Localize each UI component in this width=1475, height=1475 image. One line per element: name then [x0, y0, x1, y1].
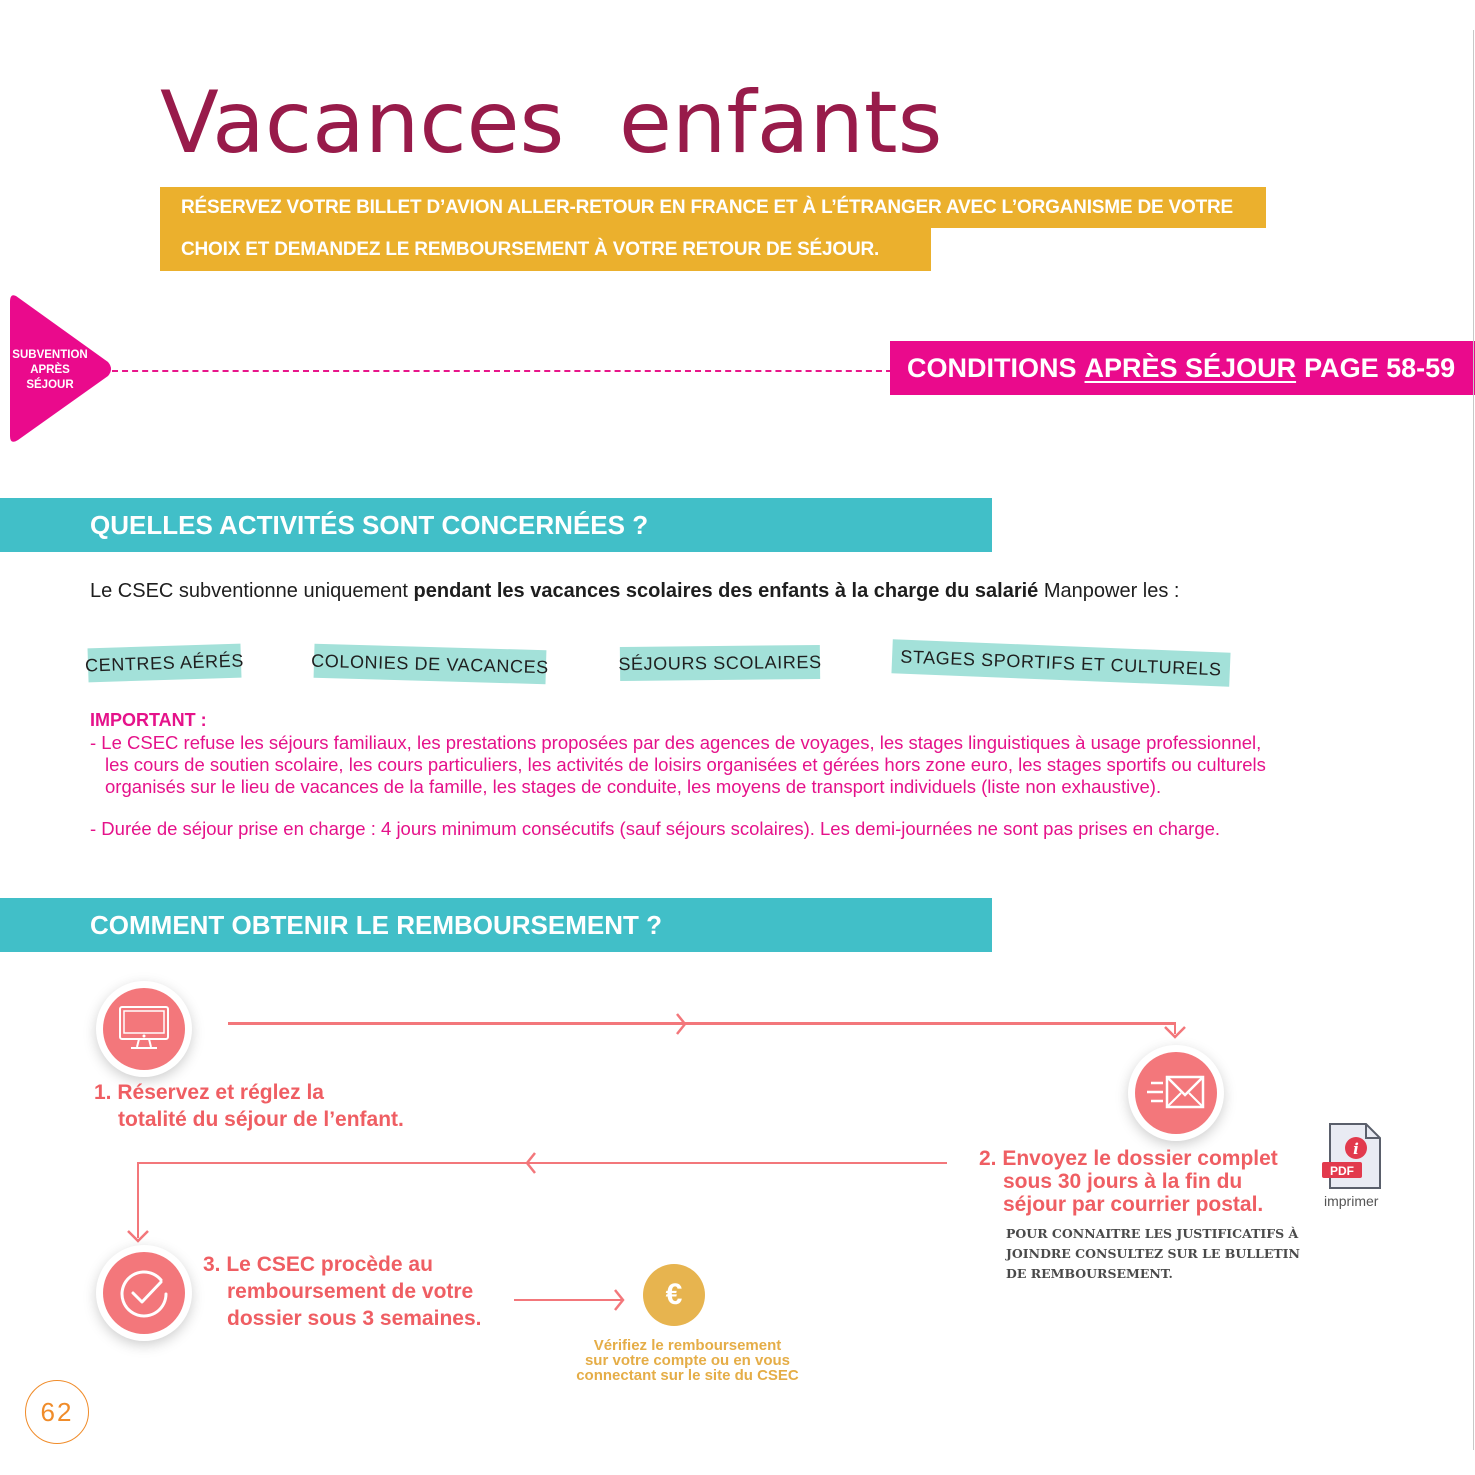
intro-text-end: Manpower les : [1038, 580, 1180, 602]
activities-intro-text [90, 580, 1179, 603]
step-2-note-line-1: POUR CONNAITRE LES JUSTIFICATIFS À [1006, 1226, 1299, 1241]
intro-banner-line-1: RÉSERVEZ VOTRE BILLET D’AVION ALLER-RETOUR EN FRANCE ET À L’ÉTRANGER AVEC L’ORGANISME DE VOTRE [160, 187, 1266, 228]
subvention-badge [6, 292, 114, 446]
intro-text-start: Le CSEC subventionne uniquement [90, 580, 414, 602]
chevron-right-icon [612, 1288, 626, 1312]
important-item-1-line-3: organisés sur le lieu de vacances de la famille, les stages de conduite, les moyens de transport individuels (liste non exhaustive). [105, 776, 1162, 797]
pdf-print-button[interactable] [1320, 1122, 1384, 1192]
conditions-bar [890, 341, 1475, 395]
flow-connector-3 [514, 1299, 622, 1301]
section-heading-activities: QUELLES ACTIVITÉS SONT CONCERNÉES ? [0, 498, 992, 552]
important-heading: IMPORTANT : [90, 710, 207, 730]
page-number: 62 [25, 1380, 89, 1444]
step-2-line-2: sous 30 jours à la fin du [1003, 1170, 1243, 1193]
euro-note-line-2: sur votre compte ou en vous [584, 1352, 791, 1369]
activity-tag: COLONIES DE VACANCES [314, 644, 547, 684]
step-2-line-1: 2. Envoyez le dossier complet [979, 1147, 1278, 1170]
step-1-line-2: totalité du séjour de l’enfant. [118, 1108, 404, 1131]
chevron-down-icon [126, 1228, 150, 1244]
badge-line-3: SÉJOUR [26, 379, 74, 391]
step-2-line-3: séjour par courrier postal. [1003, 1193, 1264, 1216]
step-2-note-line-3: DE REMBOURSEMENT. [1006, 1266, 1173, 1281]
step-2-note [1006, 1224, 1300, 1284]
important-item-refusals [90, 732, 1390, 798]
badge-line-2: APRÈS [30, 364, 70, 376]
step-2-text [979, 1147, 1278, 1216]
euro-icon: € [643, 1264, 705, 1326]
pdf-print-label[interactable]: imprimer [1324, 1193, 1379, 1209]
svg-text:PDF: PDF [1330, 1164, 1354, 1178]
activity-tag: CENTRES AÉRÉS [88, 644, 242, 683]
svg-text:i: i [1353, 1140, 1359, 1158]
chevron-right-icon [674, 1012, 688, 1036]
euro-note [560, 1338, 815, 1383]
flow-connector-2 [137, 1162, 947, 1164]
euro-note-line-3: connectant sur le site du CSEC [576, 1367, 799, 1384]
computer-icon [118, 1005, 170, 1053]
intro-text-bold: pendant les vacances scolaires des enfants à la charge du salarié [413, 580, 1039, 602]
important-item-1-line-1: - Le CSEC refuse les séjours familiaux, les prestations proposées par des agences de voyages, les stages linguistiques à usage professionnel, [90, 732, 1262, 753]
chevron-down-icon [1163, 1024, 1187, 1040]
page-edge-divider [1473, 30, 1474, 1450]
mail-send-icon [1145, 1073, 1207, 1113]
conditions-page-ref: PAGE 58-59 [1304, 352, 1456, 383]
step-2-note-line-2: JOINDRE CONSULTEZ SUR LE BULLETIN [1006, 1246, 1300, 1261]
subvention-badge-text [6, 348, 94, 393]
step-3-line-3: dossier sous 3 semaines. [227, 1307, 482, 1330]
flow-connector-1 [228, 1022, 1176, 1025]
step-3-line-1: 3. Le CSEC procède au [203, 1253, 433, 1276]
important-item-duration: - Durée de séjour prise en charge : 4 jours minimum consécutifs (sauf séjours scolaires). Les demi-journées ne sont pas prises en charge. [90, 818, 1221, 839]
step-1-text [94, 1079, 404, 1133]
section-heading-reimbursement: COMMENT OBTENIR LE REMBOURSEMENT ? [0, 898, 992, 952]
step-3-text [203, 1251, 481, 1332]
conditions-link[interactable]: APRÈS SÉJOUR [1084, 352, 1297, 383]
euro-note-line-1: Vérifiez le remboursement [593, 1337, 782, 1354]
important-item-1-line-2: les cours de soutien scolaire, les cours particuliers, les activités de loisirs organisées et gérées hors zone euro, les stages sportifs ou culturels [105, 754, 1266, 775]
dashed-connector [112, 370, 892, 372]
activity-tag: SÉJOURS SCOLAIRES [620, 645, 820, 681]
activity-tag: STAGES SPORTIFS ET CULTURELS [891, 639, 1230, 687]
intro-banner-line-2: CHOIX ET DEMANDEZ LE REMBOURSEMENT À VOTRE RETOUR DE SÉJOUR. [160, 228, 931, 271]
chevron-left-icon [524, 1151, 538, 1175]
step-3-line-2: remboursement de votre [227, 1280, 474, 1303]
conditions-prefix: CONDITIONS [907, 352, 1077, 383]
badge-line-1: SUBVENTION [12, 349, 88, 361]
step-1-line-1: 1. Réservez et réglez la [94, 1081, 324, 1104]
step-2-icon [1135, 1052, 1217, 1134]
pdf-file-icon [1320, 1122, 1384, 1192]
step-1-icon [103, 988, 185, 1070]
flow-connector-2-drop [137, 1162, 139, 1238]
check-circle-icon [117, 1266, 171, 1320]
page-title: Vacances enfants [160, 73, 943, 173]
step-3-icon [103, 1252, 185, 1334]
